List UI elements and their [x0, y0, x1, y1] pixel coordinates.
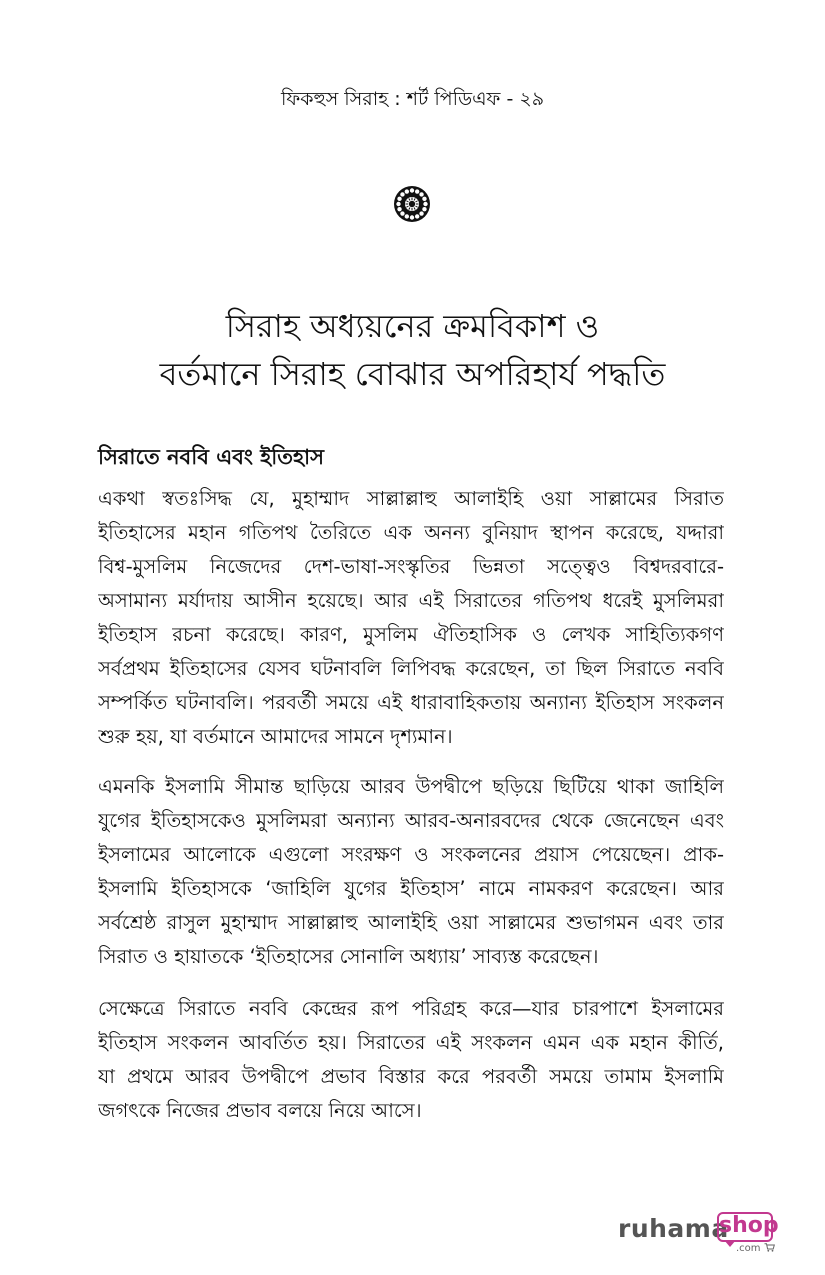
chapter-title-line-2: বর্তমানে সিরাহ বোঝার অপরিহার্য পদ্ধতি [159, 355, 666, 393]
text-line: শুরু হয়, যা বর্তমানে আমাদের সামনে দৃশ্যমান। [98, 725, 453, 748]
logo-brand-main: ruhama [618, 1214, 729, 1243]
chapter-title-line-1: সিরাহ অধ্যয়নের ক্রমবিকাশ ও [225, 307, 600, 345]
text-line: যুগের ইতিহাসকেও মুসলিমরা অন্যান্য আরব-অনারবদের থেকে জেনেছেন এবং [98, 809, 724, 832]
running-header-text: ফিকহুস সিরাহ : শর্ট পিডিএফ - ২৯ [280, 88, 545, 110]
rosette-petal [400, 192, 404, 196]
logo-speech-bubble [717, 1212, 779, 1242]
text-line: জগৎকে নিজের প্রভাব বলয়ে নিয়ে আসে। [98, 1099, 422, 1122]
text-line: সেক্ষেত্রে সিরাতে নববি কেন্দ্রের রূপ পরিগ্রহ করে—যার চারপাশে ইসলামের [98, 997, 724, 1020]
running-header [0, 86, 825, 112]
text-line: সিরাত ও হায়াতকে ‘ইতিহাসের সোনালি অধ্যায়’ সাব্যস্ত করেছেন। [98, 945, 599, 968]
chapter-title [60, 302, 765, 398]
paragraph-3 [98, 992, 724, 1128]
rosette-petal [410, 215, 414, 219]
rosette-petal [419, 211, 423, 215]
paragraph-1 [98, 482, 724, 754]
logo-bubble-tail [724, 1240, 736, 1247]
rosette-petal [419, 192, 423, 196]
rosette-petal [400, 211, 404, 215]
rosette-petal [422, 197, 426, 201]
text-line: অসামান্য মর্যাদায় আসীন হয়েছে। আর এই সিরাতের গতিপথ ধরেই মুসলিমরা [98, 589, 724, 612]
ruhamashop-logo [618, 1210, 778, 1260]
rosette-graphic [391, 183, 433, 225]
rosette-petal [405, 189, 409, 193]
floral-rosette-icon [391, 183, 433, 225]
text-line: যা প্রথমে আরব উপদ্বীপে প্রভাব বিস্তার করে পরবর্তী সময়ে তামাম ইসলামি [98, 1065, 724, 1088]
rosette-petal [422, 207, 426, 211]
text-line: ইতিহাস রচনা করেছে। কারণ, মুসলিম ঐতিহাসিক ও লেখক সাহিত্যিকগণ [98, 623, 724, 646]
rosette-petal [423, 202, 427, 206]
section-heading: সিরাতে নববি এবং ইতিহাস [98, 445, 324, 469]
logo-brand-box: shop [719, 1213, 779, 1238]
text-line: একথা স্বতঃসিদ্ধ যে, মুহাম্মাদ সাল্লাল্লাহু আলাইহি ওয়া সাল্লামের সিরাত [98, 487, 724, 510]
text-line: ইসলামি ইতিহাসকে ‘জাহিলি যুগের ইতিহাস’ নামে নামকরণ করেছেন। আর [98, 877, 724, 900]
text-line: সম্পর্কিত ঘটনাবলি। পরবর্তী সময়ে এই ধারাবাহিকতায় অন্যান্য ইতিহাস সংকলন [98, 691, 724, 714]
rosette-petal [397, 207, 401, 211]
rosette-petal [397, 197, 401, 201]
text-line: বিশ্ব-মুসলিম নিজেদের দেশ-ভাষা-সংস্কৃতির ভিন্নতা সত্ত্বেও বিশ্বদরবারে- [98, 555, 724, 578]
logo-domain-suffix: .com [736, 1243, 761, 1254]
rosette-petal [415, 214, 419, 218]
shopping-cart-icon [764, 1243, 775, 1252]
paragraph-2 [98, 770, 724, 974]
logo-domain [736, 1243, 775, 1254]
rosette-petal [396, 202, 400, 206]
text-line: ইতিহাসের মহান গতিপথ তৈরিতে এক অনন্য বুনিয়াদ স্থাপন করেছে, যদ্দারা [98, 521, 724, 544]
text-line: এমনকি ইসলামি সীমান্ত ছাড়িয়ে আরব উপদ্বীপে ছড়িয়ে ছিটিয়ে থাকা জাহিলি [98, 775, 724, 798]
rosette-petal [410, 188, 414, 192]
text-line: ইসলামের আলোকে এগুলো সংরক্ষণ ও সংকলনের প্রয়াস পেয়েছেন। প্রাক- [98, 843, 724, 866]
text-line: ইতিহাস সংকলন আবর্তিত হয়। সিরাতের এই সংকলন এমন এক মহান কীর্তি, [98, 1031, 724, 1054]
text-line: সর্বপ্রথম ইতিহাসের যেসব ঘটনাবলি লিপিবদ্ধ করেছেন, তা ছিল সিরাতে নববি [98, 657, 724, 680]
text-line: সর্বশ্রেষ্ঠ রাসুল মুহাম্মাদ সাল্লাল্লাহু আলাইহি ওয়া সাল্লামের শুভাগমন এবং তার [98, 911, 724, 934]
rosette-petal [415, 189, 419, 193]
rosette-petal [405, 214, 409, 218]
